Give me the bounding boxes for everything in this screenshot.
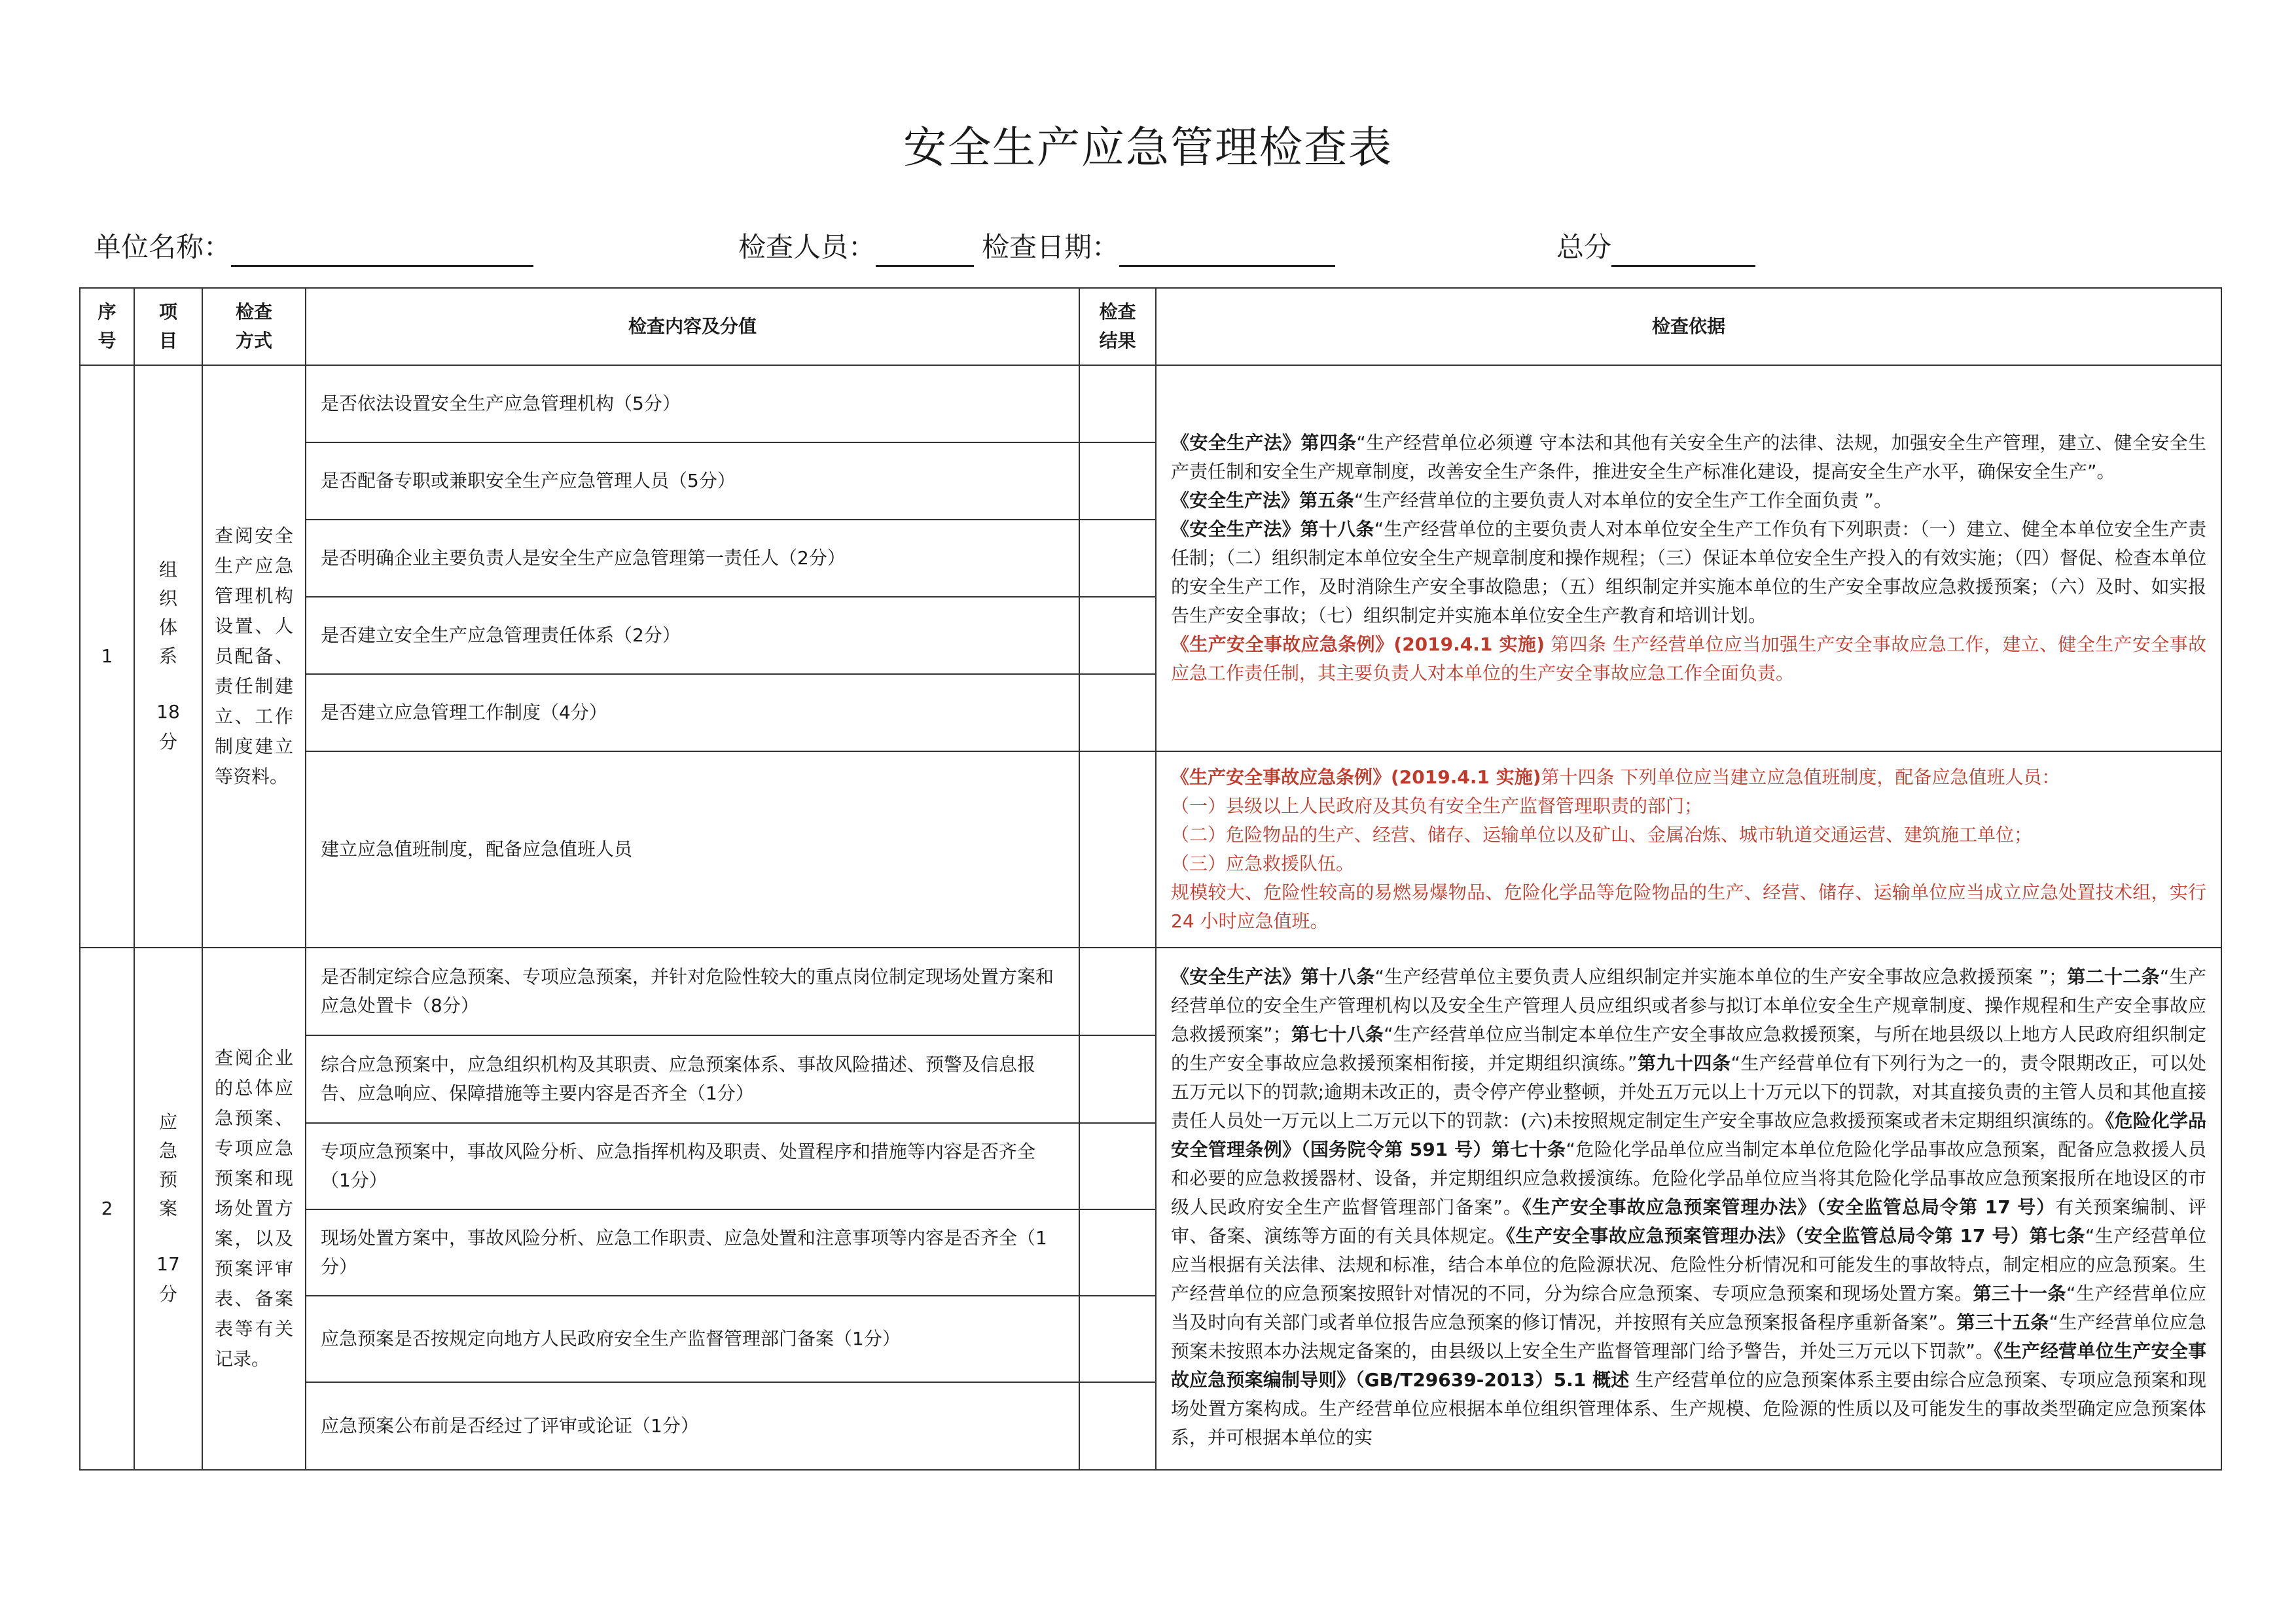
basis-ref: 《生产安全事故应急预案管理办法》（安全监管总局令第 17 号）第七条 [1506, 1225, 2085, 1247]
section-project [134, 948, 202, 1470]
basis-ref: 《安全生产法》第十八条 [1171, 966, 1375, 988]
total-score-label: 总分 [1556, 231, 1612, 263]
basis-text: 第四条 生产经营单位应当加强生产安全事故应急工作，建立、健全生产安全事故应急工作责任制，其主要负责人对本单位的生产安全事故应急工作全面负责。 [1171, 633, 2207, 684]
basis-text: “生产经营单位应当根据有关法律、法规和标准，结合本单位的危险源状况、危险性分析情况和可能发生的事故特点，制定相应的应急预案。生产经营单位的应急预案按照针对情况的不同，分为综合应急预案、专项应急预案和现场处置方案。 [1171, 1225, 2206, 1304]
section-num: 2 [80, 948, 134, 1470]
basis-ref: 第三十五条 [1956, 1311, 2049, 1333]
table-row [80, 751, 2221, 948]
basis-ref: 《安全生产法》第四条 [1171, 432, 1357, 454]
basis-ref: 《生产安全事故应急条例》(2019.4.1 实施) [1171, 766, 1541, 788]
result-cell[interactable] [1079, 674, 1156, 751]
inspection-date-label: 检查日期： [982, 231, 1120, 263]
result-cell[interactable] [1079, 365, 1156, 442]
header-num: 序号 [80, 288, 134, 365]
basis-line: 规模较大、危险性较高的易燃易爆物品、危险化学品等危险物品的生产、经营、储存、运输单位应当成立应急处置技术组，实行 24 小时应急值班。 [1171, 882, 2206, 932]
inspection-table [79, 287, 2222, 1471]
basis-line: （三）应急救援队伍。 [1171, 853, 1355, 874]
basis-cell [1156, 365, 2221, 751]
unit-name-blank[interactable] [231, 231, 533, 267]
basis-text: “生产经营单位有下列行为之一的，责令限期改正，可以处五万元以下的罚款;逾期未改正的，责令停产停业整顿，并处五万元以上十万元以下的罚款，对其直接负责的主管人员和其他直接责任人员处一万元以上二万元以下的罚款：(六)未按照规定制定生产安全事故应急救援预案或者未定期组织演练的。 [1171, 1052, 2206, 1132]
basis-line: （二）危险物品的生产、经营、储存、运输单位以及矿山、金属冶炼、城市轨道交通运营、建筑施工单位； [1171, 824, 2033, 846]
unit-name-field[interactable] [94, 228, 533, 267]
inspector-field[interactable] [738, 228, 974, 267]
header-content: 检查内容及分值 [306, 288, 1079, 365]
section-method: 查阅企业的总体应急预案、专项应急预案和现场处置方案，以及预案评审表、备案表等有关记录。 [202, 948, 306, 1470]
basis-line: （一）县级以上人民政府及其负有安全生产监督管理职责的部门； [1171, 795, 1703, 817]
basis-ref: 《生产经营单位生产安全事故应急预案编制导则》（GB/T29639-2013）5.1 概述 [1171, 1340, 2206, 1391]
basis-ref: 《安全生产法》第五条 [1171, 490, 1355, 511]
inspection-date-blank[interactable] [1119, 231, 1335, 267]
result-cell[interactable] [1079, 597, 1156, 674]
total-score-field[interactable] [1556, 228, 1755, 267]
result-cell[interactable] [1079, 1209, 1156, 1296]
section-num: 1 [80, 365, 134, 948]
header-method: 检查方式 [202, 288, 306, 365]
result-cell[interactable] [1079, 1382, 1156, 1470]
basis-ref: 《生产安全事故应急预案管理办法》（安全监管总局令第 17 号） [1522, 1196, 2056, 1218]
table-row [80, 365, 2221, 442]
result-cell[interactable] [1079, 1035, 1156, 1123]
basis-text: “生产经营单位的主要负责人对本单位的安全生产工作全面负责 ”。 [1354, 490, 1892, 511]
project-score: 17分 [156, 1253, 180, 1305]
basis-ref: 第二十二条 [2066, 966, 2160, 988]
basis-text: 有关预案编制、评审、备案、演练等方面的有关具体规定。 [1171, 1196, 2206, 1247]
basis-text: 第十四条 下列单位应当建立应急值班制度，配备应急值班人员： [1541, 766, 2060, 788]
basis-para [1171, 763, 2206, 792]
basis-ref: 《生产安全事故应急条例》(2019.4.1 实施) [1171, 633, 1545, 655]
inspection-date-field[interactable] [982, 228, 1335, 267]
basis-text: 生产经营单位的应急预案体系主要由综合应急预案、专项应急预案和现场处置方案构成。生产经营单位应根据本单位组织管理体系、生产规模、危险源的性质以及可能发生的事故类型确定应急预案体系，并可根据本单位的实 [1171, 1369, 2206, 1448]
basis-text: “生产经营单位的安全生产管理机构以及安全生产管理人员应组织或者参与拟订本单位安全生产规章制度、操作规程和生产安全事故应急救援预案”； [1171, 966, 2206, 1045]
check-item: 现场处置方案中，事故风险分析、应急工作职责、应急处置和注意事项等内容是否齐全（1分） [306, 1209, 1079, 1296]
basis-ref: 第七十八条 [1291, 1024, 1384, 1045]
basis-ref: 《安全生产法》第十八条 [1171, 518, 1374, 540]
basis-para-red [1171, 630, 2206, 688]
basis-ref: 第九十四条 [1637, 1052, 1731, 1074]
basis-para [1171, 486, 2206, 515]
check-item: 建立应急值班制度，配备应急值班人员 [306, 751, 1079, 948]
basis-text: “生产经营单位应当及时向有关部门或者单位报告应急预案的修订情况，并按照有关应急预案报备程序重新备案”。 [1171, 1283, 2206, 1333]
check-item: 是否建立安全生产应急管理责任体系（2分） [306, 597, 1079, 674]
basis-para [1171, 515, 2206, 630]
check-item: 综合应急预案中，应急组织机构及其职责、应急预案体系、事故风险描述、预警及信息报告、应急响应、保障措施等主要内容是否齐全（1分） [306, 1035, 1079, 1123]
basis-cell [1156, 751, 2221, 948]
header-project: 项目 [134, 288, 202, 365]
result-cell[interactable] [1079, 520, 1156, 597]
project-name: 应 急 预 案 [158, 1111, 177, 1219]
basis-cell [1156, 948, 2221, 1470]
result-cell[interactable] [1079, 1296, 1156, 1382]
check-item: 应急预案是否按规定向地方人民政府安全生产监督管理部门备案（1分） [306, 1296, 1079, 1382]
header-result: 检查结果 [1079, 288, 1156, 365]
basis-text: “生产经营单位必须遵 守本法和其他有关安全生产的法律、法规，加强安全生产管理，建立、健全安全生产责任制和安全生产规章制度，改善安全生产条件，推进安全生产标准化建设，提高安全生产水平，确保安全生产”。 [1171, 432, 2206, 482]
result-cell[interactable] [1079, 442, 1156, 520]
unit-name-label: 单位名称： [94, 231, 232, 263]
check-item: 专项应急预案中，事故风险分析、应急指挥机构及职责、处置程序和措施等内容是否齐全（1分） [306, 1123, 1079, 1209]
basis-text: “生产经营单位主要负责人应组织制定并实施本单位的生产安全事故应急救援预案 ”； [1374, 966, 2067, 988]
project-score: 18分 [156, 701, 180, 753]
basis-ref: 《危险化学品安全管理条例》（国务院令第 591 号）第七十条 [1171, 1110, 2206, 1160]
basis-text: “生产经营单位应当制定本单位生产安全事故应急救援预案，与所在地县级以上地方人民政府组织制定的生产安全事故应急救援预案相衔接，并定期组织演练。” [1171, 1024, 2206, 1074]
basis-text: “生产经营单位的主要负责人对本单位安全生产工作负有下列职责：（一）建立、健全本单位安全生产责任制；（二）组织制定本单位安全生产规章制度和操作规程；（三）保证本单位安全生产投入的有效实施；（四）督促、检查本单位的安全生产工作，及时消除生产安全事故隐患；（五）组织制定并实施本单位的生产安全事故应急救援预案；（六）及时、如实报告生产安全事故；（七）组织制定并实施本单位安全生产教育和培训计划。 [1171, 518, 2207, 626]
section-project [134, 365, 202, 948]
inspector-label: 检查人员： [738, 231, 876, 263]
basis-para [1171, 429, 2206, 486]
check-item: 是否依法设置安全生产应急管理机构（5分） [306, 365, 1079, 442]
project-name: 组 织 体 系 [158, 559, 177, 667]
check-item: 应急预案公布前是否经过了评审或论证（1分） [306, 1382, 1079, 1470]
basis-ref: 第三十一条 [1973, 1283, 2066, 1304]
table-header-row [80, 288, 2221, 365]
check-item: 是否配备专职或兼职安全生产应急管理人员（5分） [306, 442, 1079, 520]
basis-text: “危险化学品单位应当制定本单位危险化学品事故应急预案，配备应急救援人员和必要的应急救援器材、设备，并定期组织应急救援演练。危险化学品单位应当将其危险化学品事故应急预案报所在地设区的市级人民政府安全生产监督管理部门备案”。 [1171, 1139, 2206, 1218]
check-item: 是否制定综合应急预案、专项应急预案，并针对危险性较大的重点岗位制定现场处置方案和应急处置卡（8分） [306, 948, 1079, 1035]
basis-text: “生产经营单位应急预案未按照本办法规定备案的，由县级以上安全生产监督管理部门给予警告，并处三万元以下罚款”。 [1171, 1311, 2206, 1362]
inspector-blank[interactable] [876, 231, 974, 267]
page-title: 安全生产应急管理检查表 [903, 122, 1393, 173]
table-row [80, 948, 2221, 1035]
check-item: 是否建立应急管理工作制度（4分） [306, 674, 1079, 751]
check-item: 是否明确企业主要负责人是安全生产应急管理第一责任人（2分） [306, 520, 1079, 597]
header-basis: 检查依据 [1156, 288, 2221, 365]
section-method: 查阅安全生产应急管理机构设置、人员配备、责任制建立、工作制度建立等资料。 [202, 365, 306, 948]
result-cell[interactable] [1079, 948, 1156, 1035]
total-score-blank[interactable] [1611, 231, 1755, 267]
basis-body [1171, 963, 2206, 1448]
result-cell[interactable] [1079, 751, 1156, 948]
result-cell[interactable] [1079, 1123, 1156, 1209]
